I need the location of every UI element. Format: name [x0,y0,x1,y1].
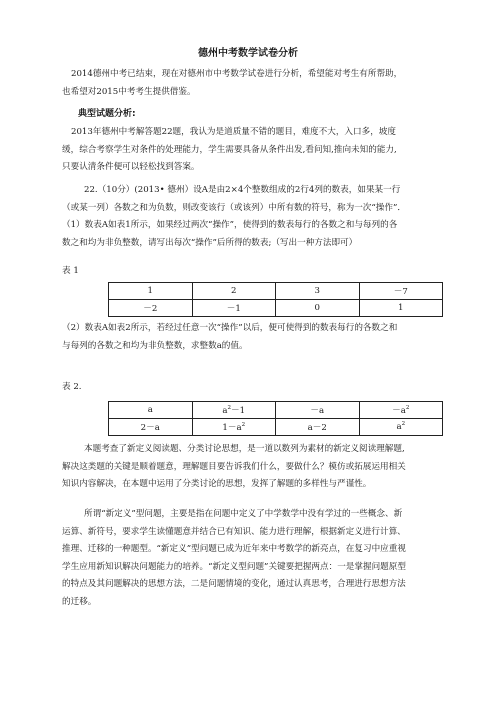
analysis-line: 的迁移。 [62,596,97,607]
problem-statement [62,182,445,252]
problem-line: 数之和均为非负整数，请写出每次“操作”后所得的数表;（写出一种方法即可） [62,237,358,248]
problem-line: 22.（10分）(2013• 德州）设A是由2×4个整数组成的2行4列的数表，如果某一行 [84,185,401,195]
table-cell: 2－a [109,419,193,436]
analysis-line: 所谓“新定义”型问题，主要是指在问题中定义了中学数学中没有学过的一些概念、新 [84,509,403,519]
table-cell: 1 [359,300,443,317]
table1-label: 表 1 [62,266,79,276]
analysis-line: 推理、迁移的一种题型。“新定义”型问题已成为近年来中考数学的新亮点，在复习中应重视 [62,544,406,554]
table2-label: 表 2. [62,382,82,392]
table-cell: －2 [109,300,193,317]
paragraph-line: 只要认清条件便可以轻松找到答案。 [62,162,200,172]
analysis-line: 知识内容解决，在本题中运用了分类讨论的思想，发挥了解题的多样性与严谨性。 [62,479,372,489]
table-cell: 1 [109,283,193,300]
analysis-paragraph-2 [62,506,445,611]
analysis-line: 运算、新符号，要求学生读懂题意并结合已有知识、能力进行理解，根据新定义进行计算、 [62,526,406,537]
table-cell: $a^2-1$ [192,402,276,419]
table-cell: 2 [192,283,276,300]
page-title: 德州中考数学试卷分析 [198,48,298,59]
table-cell: －7 [359,283,443,300]
table-1 [108,282,443,317]
table-cell: 0 [276,300,360,317]
analysis-paragraph-1 [62,441,445,494]
section-heading: 典型试题分析: [78,109,136,119]
intro-line: 也希望对2015中考考生提供借鉴。 [62,86,196,97]
table-cell: $a^2$ [359,419,443,436]
table-row [109,300,443,317]
analysis-line: 本题考查了新定义阅读题、分类讨论思想，是一道以数列为素材的新定义阅读理解题, [84,444,405,454]
problem-line: （或某一列）各数之和为负数，则改变该行（或该列）中所有数的符号，称为一次“操作”． [62,202,406,213]
part2-line: （2）数表A如表2所示，若经过任意一次“操作”以后，便可使得到的数表每行的各数之和 [62,323,398,333]
table-2 [108,401,443,436]
table-row [109,402,443,419]
table-row [109,283,443,300]
table-cell: a－2 [276,419,360,436]
analysis-line: 解决这类题的关键是顺着题意，理解题目要告诉我们什么，要做什么？模仿或拓展运用相关 [62,461,406,472]
table-cell: $1-a^2$ [192,419,276,436]
table-cell: －1 [192,300,276,317]
paragraph-line: 缓，综合考察学生对条件的处理能力，学生需要具备从条件出发,看问知,推向未知的能力, [62,144,397,155]
paragraph-1 [62,124,445,177]
table-cell: $-a^2$ [359,402,443,419]
analysis-line: 的特点及其问题解决的思想方法，二是问题情境的变化，通过认真思考，合理进行思想方法 [62,579,406,589]
part2-paragraph [62,320,445,355]
table-cell: 3 [276,283,360,300]
intro-line: 2014德州中考已结束，现在对德州市中考数学试卷进行分析，希望能对考生有所帮助， [71,69,403,79]
table-row [109,419,443,436]
intro-paragraph [62,66,445,101]
paragraph-line: 2013年德州中考解答题22题，我认为是道质量不错的题目，难度不大，入口多，坡度 [71,127,396,137]
analysis-line: 学生应用新知识解决问题能力的培养。“新定义型问题”关键要把握两点：一是掌握问题原型 [62,561,406,572]
problem-line: （1）数表A如表1所示，如果经过两次“操作”，使得到的数表每行的各数之和与每列的各 [62,220,398,230]
table-cell: a [109,402,193,419]
table-cell: －a [276,402,360,419]
part2-line: 与每列的各数之和均为非负整数，求整数a的值。 [62,340,248,351]
